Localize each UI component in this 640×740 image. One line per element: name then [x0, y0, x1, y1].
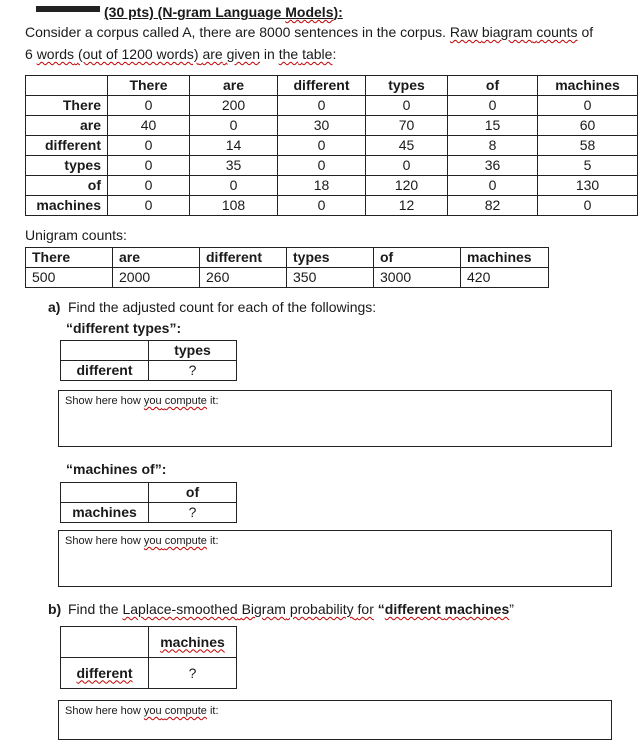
unigram-count-row [26, 268, 549, 288]
bigram-cell: 0 [190, 176, 278, 196]
table-row [26, 116, 638, 136]
bigram-cell: 0 [190, 116, 278, 136]
qb-work-prompt: Show here how you compute it: [65, 705, 219, 717]
bigram-cell: 0 [108, 136, 190, 156]
bigram-cell: 0 [538, 96, 638, 116]
bigram-row-header: different [26, 136, 108, 156]
unigram-title: Unigram counts: [25, 227, 127, 243]
unigram-count: 2000 [113, 268, 200, 288]
bigram-cell: 0 [108, 196, 190, 216]
bigram-cell: 0 [108, 156, 190, 176]
bigram-cell: 0 [108, 96, 190, 116]
bigram-corner-cell [26, 76, 108, 96]
qb-work-box[interactable] [58, 700, 612, 740]
bigram-cell: 200 [190, 96, 278, 116]
q1-table [60, 340, 237, 381]
bigram-col-header: different [278, 76, 366, 96]
bigram-cell: 0 [366, 96, 448, 116]
bigram-cell: 0 [448, 176, 538, 196]
bigram-col-header: machines [538, 76, 638, 96]
bigram-row-header: types [26, 156, 108, 176]
bigram-cell: 15 [448, 116, 538, 136]
q2-col-header: of [149, 483, 237, 503]
unigram-word: are [113, 248, 200, 268]
bigram-row-header: machines [26, 196, 108, 216]
table-row [26, 196, 638, 216]
q1-title: “different types”: [66, 320, 182, 336]
unigram-word: There [26, 248, 113, 268]
bigram-cell: 0 [448, 96, 538, 116]
q2-table [60, 482, 237, 523]
bigram-cell: 5 [538, 156, 638, 176]
q2-work-prompt: Show here how you compute it: [65, 535, 219, 547]
q2-corner-cell [61, 483, 149, 503]
bigram-cell: 0 [278, 96, 366, 116]
bigram-header-row [26, 76, 638, 96]
bigram-cell: 0 [108, 176, 190, 196]
bigram-cell: 45 [366, 136, 448, 156]
unigram-word: machines [461, 248, 549, 268]
table-row [26, 156, 638, 176]
problem-title: (30 pts) (N-gram Language Models): [104, 4, 343, 20]
part-b-prompt: Find the Laplace-smoothed Bigram probability for “different machines” [68, 601, 514, 617]
unigram-word: types [287, 248, 374, 268]
bigram-cell: 108 [190, 196, 278, 216]
bigram-cell: 60 [538, 116, 638, 136]
qb-answer-cell[interactable]: ? [149, 658, 237, 689]
bigram-cell: 36 [448, 156, 538, 176]
q1-work-prompt: Show here how you compute it: [65, 395, 219, 407]
bigram-cell: 35 [190, 156, 278, 176]
bigram-cell: 0 [366, 156, 448, 176]
bigram-col-header: are [190, 76, 278, 96]
bigram-cell: 70 [366, 116, 448, 136]
bigram-cell: 82 [448, 196, 538, 216]
bigram-cell: 120 [366, 176, 448, 196]
unigram-count: 500 [26, 268, 113, 288]
bigram-cell: 58 [538, 136, 638, 156]
part-b-label: b) [48, 601, 62, 617]
q2-title: “machines of”: [66, 461, 167, 477]
redacted-bar [36, 6, 100, 12]
bigram-cell: 0 [278, 136, 366, 156]
bigram-cell: 18 [278, 176, 366, 196]
q1-answer-cell[interactable]: ? [149, 361, 237, 381]
unigram-word-row [26, 248, 549, 268]
intro-line-2: 6 words (out of 1200 words) are given in the table: [25, 46, 337, 62]
bigram-col-header: types [366, 76, 448, 96]
unigram-count: 420 [461, 268, 549, 288]
unigram-count: 3000 [374, 268, 461, 288]
bigram-col-header: There [108, 76, 190, 96]
unigram-word: different [200, 248, 287, 268]
bigram-row-header: are [26, 116, 108, 136]
bigram-col-header: of [448, 76, 538, 96]
qb-row-header: different [61, 658, 149, 689]
q1-col-header: types [149, 341, 237, 361]
table-row [26, 96, 638, 116]
bigram-cell: 8 [448, 136, 538, 156]
intro-line-1: Consider a corpus called A, there are 8000 sentences in the corpus. Raw biagram counts of [25, 24, 594, 40]
q1-corner-cell [61, 341, 149, 361]
q2-row-header: machines [61, 503, 149, 523]
table-row [26, 176, 638, 196]
bigram-cell: 0 [278, 196, 366, 216]
unigram-table [25, 247, 549, 288]
part-a-label: a) [48, 299, 61, 315]
q1-work-box[interactable] [58, 390, 612, 447]
bigram-cell: 40 [108, 116, 190, 136]
bigram-table [25, 75, 638, 216]
bigram-cell: 14 [190, 136, 278, 156]
bigram-cell: 30 [278, 116, 366, 136]
bigram-cell: 12 [366, 196, 448, 216]
part-a-prompt: Find the adjusted count for each of the followings: [68, 299, 377, 315]
unigram-word: of [374, 248, 461, 268]
q2-work-box[interactable] [58, 530, 612, 587]
q1-row-header: different [61, 361, 149, 381]
bigram-cell: 0 [538, 196, 638, 216]
bigram-row-header: There [26, 96, 108, 116]
unigram-count: 260 [200, 268, 287, 288]
qb-table [60, 626, 237, 689]
table-row [26, 136, 638, 156]
bigram-cell: 0 [278, 156, 366, 176]
bigram-row-header: of [26, 176, 108, 196]
bigram-cell: 130 [538, 176, 638, 196]
qb-col-header: machines [149, 627, 237, 658]
q2-answer-cell[interactable]: ? [149, 503, 237, 523]
unigram-count: 350 [287, 268, 374, 288]
qb-corner-cell [61, 627, 149, 658]
